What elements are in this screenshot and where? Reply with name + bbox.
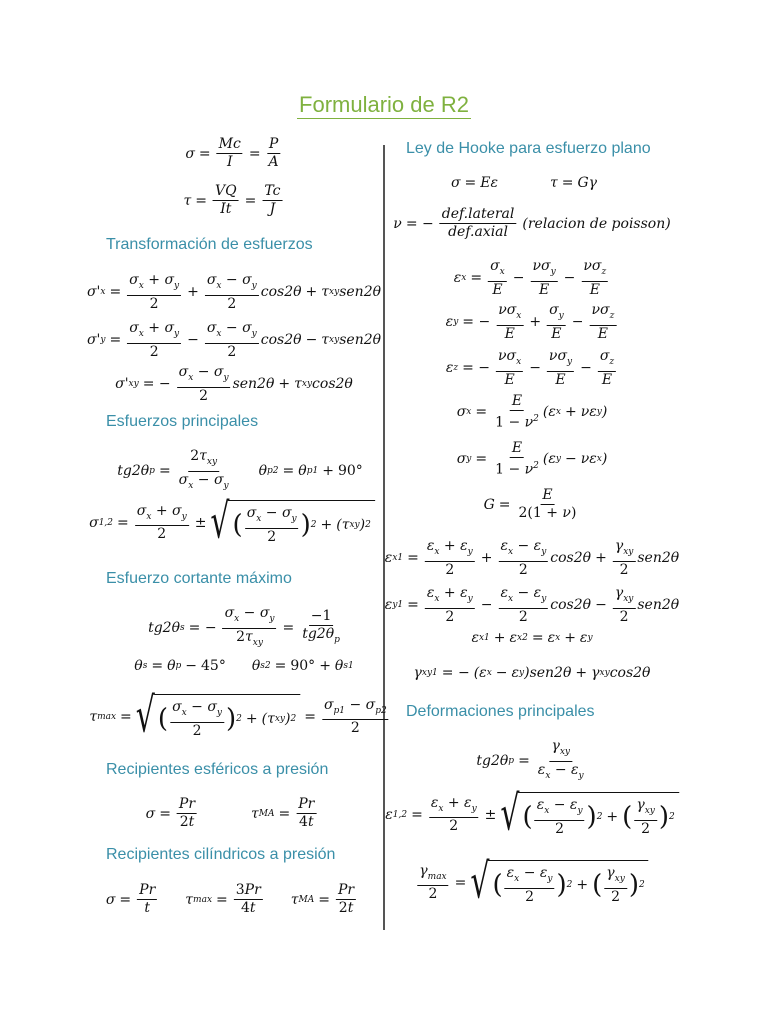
formula-eps-z: ε z = − $\frac{\nu\sigma_x}{E}$ − $\frac{\nu\sigma_y}{E}$ − $\frac{\sigma_z}{E}$ <box>445 348 615 388</box>
formula-tg2theta-p: tg2θ p = $\frac{2\tau_{xy}}{\sigma_x - \sigma_y}$ θ p2 = θ p1 + 90° <box>117 448 363 491</box>
formula-poisson: ν = − $\frac{\text{def.lateral}}{\text{def.axial}}$ (relacion de poisson) <box>393 206 671 240</box>
formula-eps-y: ε y = − $\frac{\nu\sigma_x}{E}$ + $\frac{\sigma_y}{E}$ − $\frac{\nu\sigma_z}{E}$ <box>445 302 615 342</box>
formula-gamma-xy1: γ xy1 = − (ε x − ε y )sen2θ + γ xy cos2θ <box>413 665 651 681</box>
formula-eps-x1: ε x1 = $\frac{\varepsilon_x + \varepsilon_y}{2}$ + $\frac{\varepsilon_x - \varepsilon_y}{2}$ cos2θ + $\frac{\gamma_{xy}}{2}$ sen2θ <box>384 538 680 578</box>
heading-deformaciones: Deformaciones principales <box>406 703 595 720</box>
page-title <box>0 92 768 118</box>
formula-cilindricos: σ = $\frac{Pr}{t}$ τ max = $\frac{3Pr}{4t}$ τ MA = $\frac{Pr}{2t}$ <box>105 882 355 916</box>
formula-sigma-x-hooke: σ x = $\frac{E}{1 - \nu^2}$ (ε x + νε y ) <box>456 393 608 431</box>
heading-principales: Esfuerzos principales <box>106 413 259 430</box>
formula-tau-vq: τ = $\frac{VQ}{It}$ = $\frac{Tc}{J}$ <box>183 183 281 217</box>
formula-theta-s: θ s = θ p − 45° θ s2 = 90° + θ s1 <box>134 658 354 674</box>
formula-eps-sum: ε x1 + ε x2 = ε x + ε y <box>471 630 593 646</box>
deg-45: 45° <box>201 658 226 674</box>
heading-esfericos: Recipientes esféricos a presión <box>106 761 329 778</box>
formula-tg2theta-s: tg2θ s = − $\frac{\sigma_x - \sigma_y}{2\tau_{xy}}$ = $\frac{-1}{tg2\theta_p}$ <box>148 605 340 648</box>
formula-sigma-y-hooke: σ y = $\frac{E}{1 - \nu^2}$ (ε y − νε x ) <box>456 440 608 478</box>
poisson-note: (relacion de poisson) <box>522 215 671 232</box>
formula-eps-y1: ε y1 = $\frac{\varepsilon_x + \varepsilon_y}{2}$ − $\frac{\varepsilon_x - \varepsilon_y}{2}$ cos2θ − $\frac{\gamma_{xy}}{2}$ sen2θ <box>384 585 680 625</box>
formula-sigma-x-prime: σ' x = $\frac{\sigma_x + \sigma_y}{2}$ + $\frac{\sigma_x - \sigma_y}{2}$ cos2θ + τ xy sen2θ <box>86 272 382 312</box>
formula-eps-x: ε x = $\frac{\sigma_x}{E}$ − $\frac{\nu\sigma_y}{E}$ − $\frac{\nu\sigma_z}{E}$ <box>453 258 607 298</box>
formula-eps-12: ε 1,2 = $\frac{\varepsilon_x + \varepsilon_y}{2}$ ± √ ( $\frac{\varepsilon_x - \varepsilon_y}{2}$ ) 2 + ( $\frac{\gamma_{xy}}{2}$ ) 2 <box>385 792 679 838</box>
formula-gamma-max: $\frac{\gamma_{max}}{2}$ = √ ( $\frac{\varepsilon_x - \varepsilon_y}{2}$ ) 2 + ( $\frac{\gamma_{xy}}{2}$ ) 2 <box>415 860 648 906</box>
formula-esfericos: σ = $\frac{Pr}{2t}$ τ MA = $\frac{Pr}{4t}$ <box>145 796 315 830</box>
formula-tg2theta-p-def: tg2θ p = $\frac{\gamma_{xy}}{\varepsilon_x - \varepsilon_y}$ <box>476 738 584 781</box>
deg-90-left: 90° <box>337 463 363 480</box>
formula-sigma-y-prime: σ' y = $\frac{\sigma_x + \sigma_y}{2}$ − $\frac{\sigma_x - \sigma_y}{2}$ cos2θ − τ xy sen2θ <box>86 320 382 360</box>
formula-sigma-mc: σ = $\frac{Mc}{I}$ = $\frac{P}{A}$ <box>185 136 279 170</box>
formula-tau-max: τ max = √ ( $\frac{\sigma_x - \sigma_y}{2}$ ) 2 + (τ xy ) 2 = $\frac{\sigma_{p1} - \sigma_{p2}}{2}$ <box>89 688 387 745</box>
formula-sigma-xy-prime: σ' xy = − $\frac{\sigma_x - \sigma_y}{2}$ sen2θ + τ xy cos2θ <box>115 364 353 404</box>
heading-cilindricos: Recipientes cilíndricos a presión <box>106 846 336 863</box>
formula-hooke-basic: σ = Eε τ = Gγ <box>450 175 598 191</box>
title-text: Formulario de R2 <box>299 92 469 117</box>
heading-transformacion: Transformación de esfuerzos <box>106 236 313 253</box>
formula-g: G = $\frac{E}{2(1 + \nu)}$ <box>483 487 577 521</box>
deg-90-second: 90° <box>290 658 316 674</box>
heading-cortante: Esfuerzo cortante máximo <box>106 570 292 587</box>
heading-hooke: Ley de Hooke para esfuerzo plano <box>406 140 651 157</box>
formula-sigma-12: σ 1,2 = $\frac{\sigma_x + \sigma_y}{2}$ ± √ ( $\frac{\sigma_x - \sigma_y}{2}$ ) 2 + (τ xy ) 2 <box>89 500 375 546</box>
